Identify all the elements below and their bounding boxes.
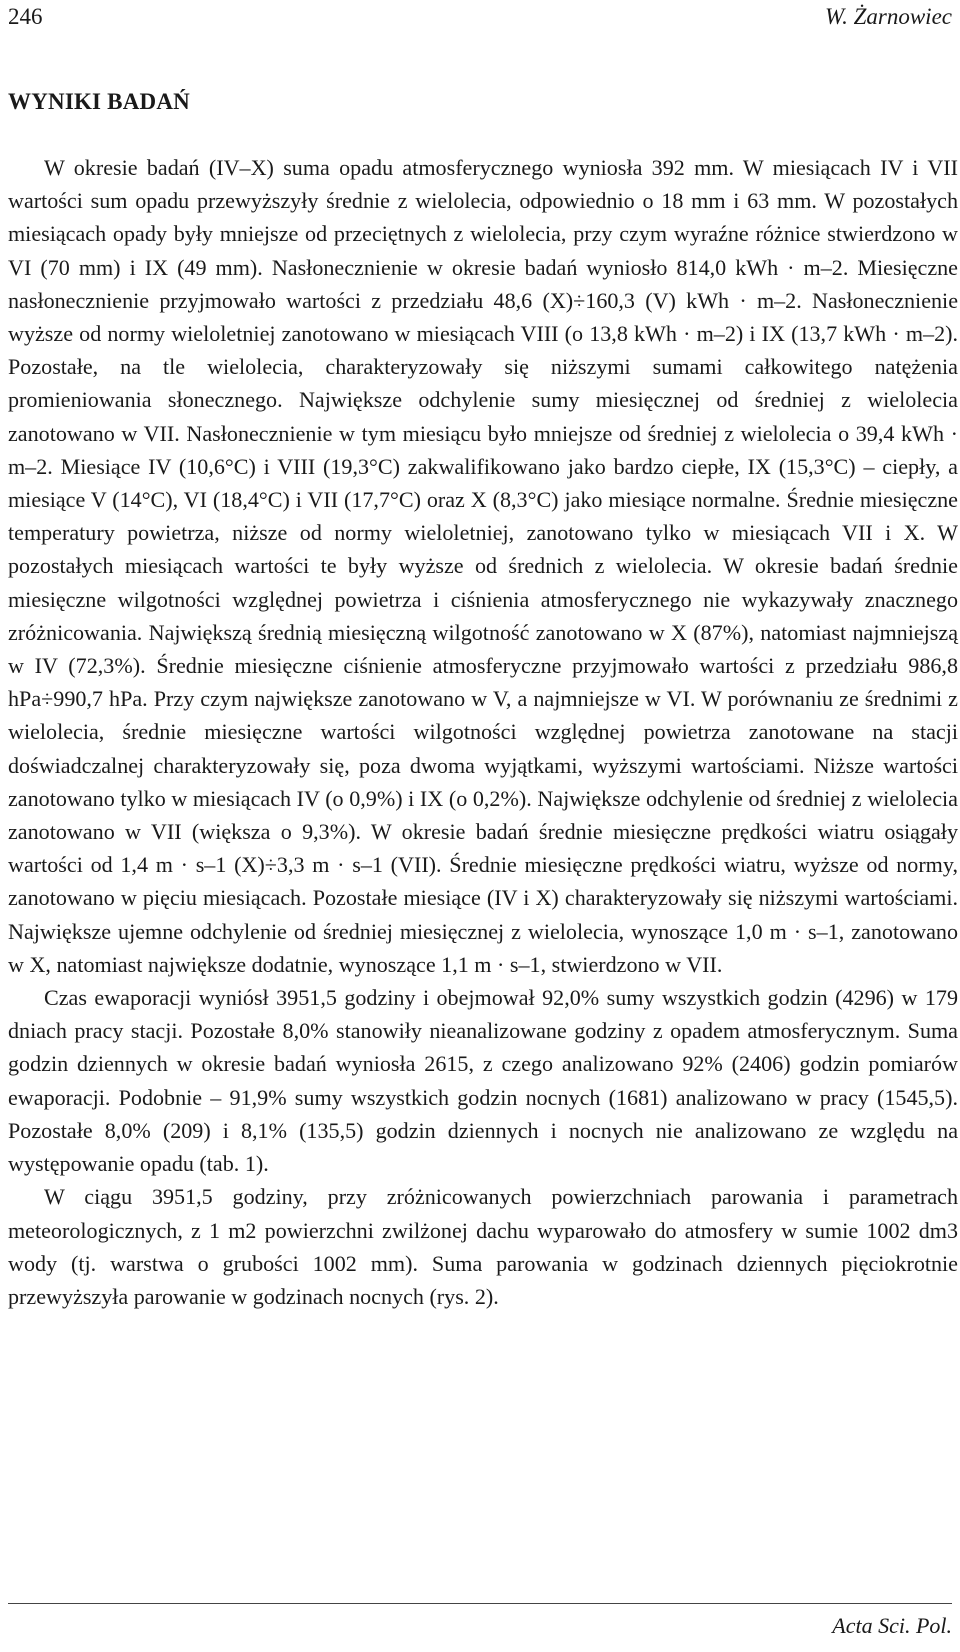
page-number: 246 — [8, 4, 43, 29]
paragraph: W okresie badań (IV–X) suma opadu atmosferycznego wyniosła 392 mm. W miesiącach IV i VII wartości sum opadu przewyższyły średnie z wielolecia, odpowiednio o 18 mm i 63 mm. W pozostałych miesiącach opady były mniejsze od przeciętnych z wielolecia, przy czym wyraźne różnice stwierdzono w VI (70 mm) i IX (49 mm). Nasłonecznienie w okresie badań wyniosło 814,0 kWh · m–2. Miesięczne nasłonecznienie przyjmowało wartości z przedziału 48,6 (X)÷160,3 (V) kWh · m–2. Nasłonecznienie wyższe od normy wieloletniej zanotowano w miesiącach VIII (o 13,8 kWh · m–2) i IX (13,7 kWh · m–2). Pozostałe, na tle wielolecia, charakteryzowały się niższymi sumami całkowitego natężenia promieniowania słonecznego. Największe odchylenie sumy miesięcznej od średniej z wielolecia zanotowano w VII. Nasłonecznienie w tym miesiącu było mniejsze od średniej z wielolecia o 39,4 kWh · m–2. Miesiące IV (10,6°C) i VIII (19,3°C) zakwalifikowano jako bardzo ciepłe, IX (15,3°C) – ciepły, a miesiące V (14°C), VI (18,4°C) i VII (17,7°C) oraz X (8,3°C) jako miesiące normalne. Średnie miesięczne temperatury powietrza, niższe od normy wieloletniej, zanotowano tylko w miesiącach VII i X. W pozostałych miesiącach wartości te były wyższe od średnich z wielolecia. W okresie badań średnie miesięczne wilgotności względnej powietrza i ciśnienia atmosferycznego nie wykazywały znacznego zróżnicowania. Największą średnią miesięczną wilgotność zanotowano w X (87%), natomiast najmniejszą w IV (72,3%). Średnie miesięczne ciśnienie atmosferyczne przyjmowało wartości z przedziału 986,8 hPa÷990,7 hPa. Przy czym największe zanotowano w V, a najmniejsze w VI. W porównaniu ze średnimi z wielolecia, średnie miesięczne wartości wilgotności względnej powietrza zanotowane na stacji doświadczalnej charakteryzowały się, poza dwoma wyjątkami, wyższymi wartościami. Niższe wartości zanotowano tylko w miesiącach IV (o 0,9%) i IX (o 0,2%). Największe odchylenie od średniej z wielolecia zanotowano w VII (większa o 9,3%). W okresie badań średnie miesięczne prędkości wiatru osiągały wartości od 1,4 m · s–1 (X)÷3,3 m · s–1 (VII). Średnie miesięczne prędkości wiatru, wyższe od normy, zanotowano w pięciu miesiącach. Pozostałe miesiące (IV i X) charakteryzowały się niższymi wartościami. Największe ujemne odchylenie od średniej miesięcznej z wielolecia, wynoszące 1,0 m · s–1, zanotowano w X, natomiast największe dodatnie, wynoszące 1,1 m · s–1, stwierdzono w VII. — [8, 155, 958, 977]
footer-rule — [8, 1603, 952, 1604]
section-heading: WYNIKI BADAŃ — [8, 89, 190, 114]
body-text — [8, 151, 958, 1313]
paragraph: Czas ewaporacji wyniósł 3951,5 godziny i obejmował 92,0% sumy wszystkich godzin (4296) w 179 dniach pracy stacji. Pozostałe 8,0% stanowiły nieanalizowane godziny z opadem atmosferycznym. Suma godzin dziennych w okresie badań wyniosła 2615, z czego analizowano 92% (2406) godzin pomiarów ewaporacji. Podobnie – 91,9% sumy wszystkich godzin nocnych (1681) analizowano w pracy (1545,5). Pozostałe 8,0% (209) i 8,1% (135,5) godzin dziennych i nocnych nie analizowano ze względu na występowanie opadu (tab. 1). — [8, 985, 958, 1177]
running-footer-journal: Acta Sci. Pol. — [832, 1613, 952, 1638]
running-header-author: W. Żarnowiec — [825, 4, 952, 29]
paragraph: W ciągu 3951,5 godziny, przy zróżnicowanych powierzchniach parowania i parametrach meteorologicznych, z 1 m2 powierzchni zwilżonej dachu wyparowało do atmosfery w sumie 1002 dm3 wody (tj. warstwa o grubości 1002 mm). Suma parowania w godzinach dziennych pięciokrotnie przewyższyła parowanie w godzinach nocnych (rys. 2). — [8, 1184, 958, 1309]
